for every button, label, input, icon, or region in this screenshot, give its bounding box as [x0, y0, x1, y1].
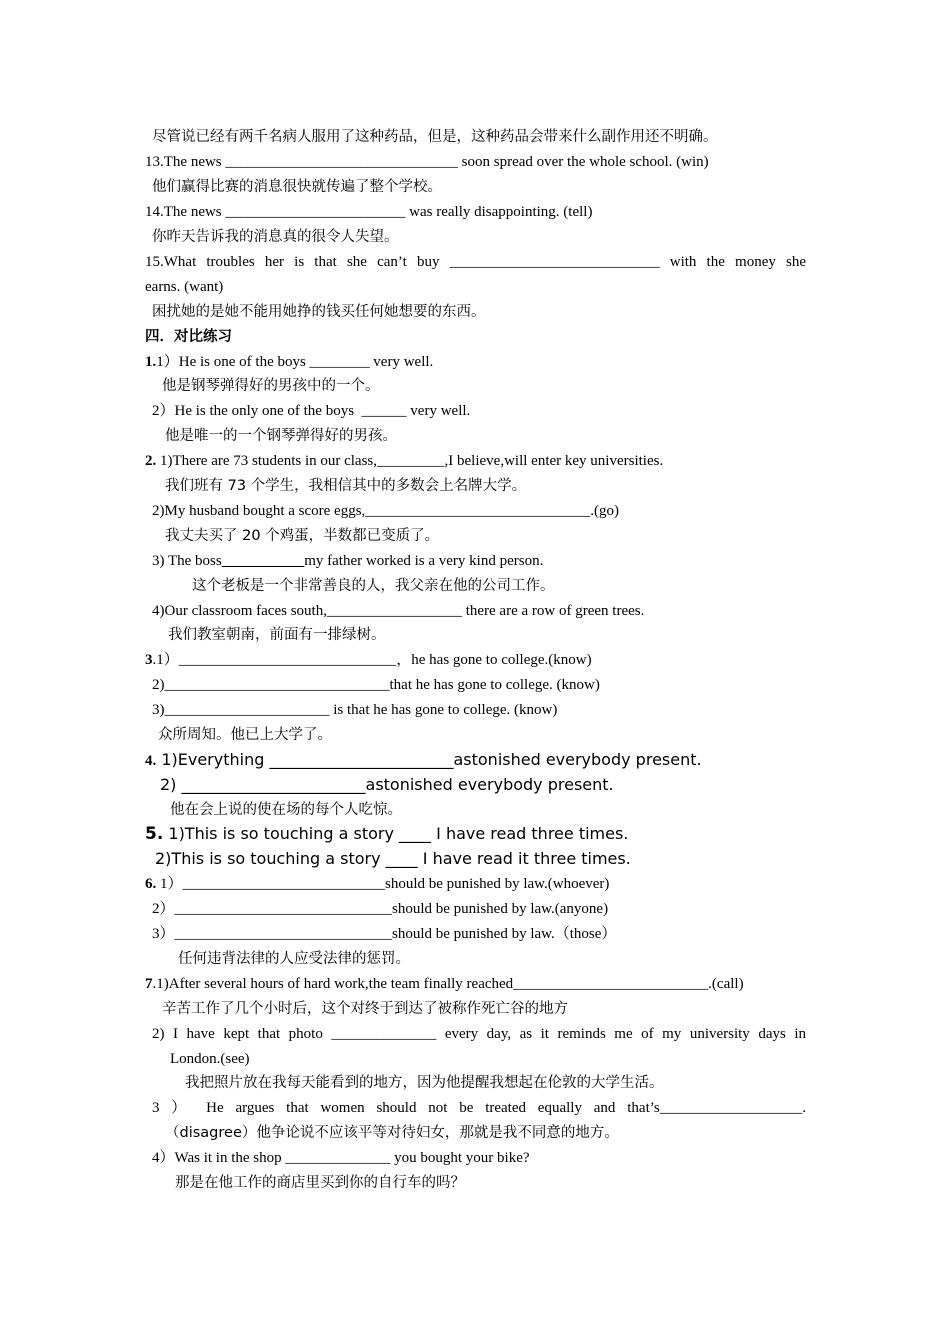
item-6-translation: 任何违背法律的人应受法律的惩罚。 — [178, 951, 410, 967]
item-4-translation: 他在会上说的使在场的每个人吃惊。 — [170, 802, 402, 818]
section-heading: 四．对比练习 — [145, 329, 232, 345]
item-3-translation: 众所周知。他已上大学了。 — [158, 727, 332, 743]
item-7-sentence-3: 3 ） He argues that women should not be treated equally and that’s___________________. — [152, 1100, 806, 1116]
item-1-translation-b: 他是唯一的一个钢琴弹得好的男孩。 — [165, 428, 397, 444]
item-5: 5. 1)This is so touching a story ____ I have read three times. — [145, 824, 629, 844]
item-2-translation-a: 我们班有 73 个学生，我相信其中的多数会上名牌大学。 — [165, 478, 527, 494]
item-2-sentence-2: 2)My husband bought a score eggs,______________________________.(go) — [152, 503, 620, 519]
item-3-sentence-2: 2)______________________________that he has gone to college. (know) — [152, 677, 600, 693]
exercise-13-translation: 他们赢得比赛的消息很快就传遍了整个学校。 — [152, 179, 442, 195]
item-6: 6. 1）___________________________should be punished by law.(whoever) — [145, 876, 610, 892]
item-2: 2. 1)There are 73 students in our class,_________,I believe,will enter key universities. — [145, 453, 664, 469]
item-3-sentence-3: 3)______________________ is that he has gone to college. (know) — [152, 702, 558, 718]
item-7-sentence-4: 4）Was it in the shop ______________ you bought your bike? — [152, 1150, 530, 1166]
item-7-translation-a: 辛苦工作了几个小时后，这个对终于到达了被称作死亡谷的地方 — [162, 1001, 568, 1017]
item-7-sentence-2-cont: London.(see) — [170, 1051, 250, 1067]
exercise-14: 14.The news ________________________ was really disappointing. (tell) — [145, 204, 593, 220]
item-1-sentence-2: 2）He is the only one of the boys ______ very well. — [152, 403, 471, 419]
item-7-translation-b: 我把照片放在我每天能看到的地方，因为他提醒我想起在伦敦的大学生活。 — [185, 1075, 664, 1091]
exercise-15-cont: earns. (want) — [145, 279, 224, 295]
sentence-12-translation: 尽管说已经有两千名病人服用了这种药品，但是，这种药品会带来什么副作用还不明确。 — [152, 129, 718, 145]
item-3: 3.1）_____________________________，he has gone to college.(know) — [145, 652, 592, 668]
item-6-sentence-2: 2）_____________________________should be punished by law.(anyone) — [152, 901, 609, 917]
exercise-13: 13.The news _______________________________ soon spread over the whole school. (win) — [145, 154, 709, 170]
exercise-15-translation: 困扰她的是她不能用她挣的钱买任何她想要的东西。 — [152, 304, 486, 320]
item-6-sentence-3: 3）_____________________________should be punished by law.（those） — [152, 926, 617, 942]
exercise-15: 15.What troubles her is that she can’t buy ____________________________ with the money she — [145, 254, 806, 270]
item-1: 1.1）He is one of the boys ________ very well. — [145, 354, 434, 370]
item-5-sentence-2: 2)This is so touching a story ____ I have read it three times. — [155, 849, 631, 868]
item-7: 7.1)After several hours of hard work,the team finally reached__________________________.(call) — [145, 976, 744, 992]
item-4-sentence-2: 2) _______________________astonished everybody present. — [160, 775, 614, 794]
exercise-14-translation: 你昨天告诉我的消息真的很令人失望。 — [152, 229, 399, 245]
item-2-translation-d: 我们教室朝南，前面有一排绿树。 — [168, 627, 386, 643]
item-7-translation-d: 那是在他工作的商店里买到你的自行车的吗？ — [175, 1175, 465, 1191]
item-1-translation-a: 他是钢琴弹得好的男孩中的一个。 — [162, 378, 380, 394]
item-7-sentence-2: 2) I have kept that photo ______________ every day, as it reminds me of my university days in — [152, 1026, 806, 1042]
item-2-translation-b: 我丈夫买了 20 个鸡蛋，半数都已变质了。 — [165, 528, 440, 544]
item-7-translation-c: （disagree）他争论说不应该平等对待妇女，那就是我不同意的地方。 — [165, 1125, 619, 1141]
item-2-sentence-3: 3) The boss___________my father worked is a very kind person. — [152, 553, 544, 569]
item-4: 4. 1)Everything _______________________astonished everybody present. — [145, 750, 702, 769]
item-2-sentence-4: 4)Our classroom faces south,__________________ there are a row of green trees. — [152, 603, 645, 619]
item-2-translation-c: 这个老板是一个非常善良的人，我父亲在他的公司工作。 — [192, 578, 555, 594]
